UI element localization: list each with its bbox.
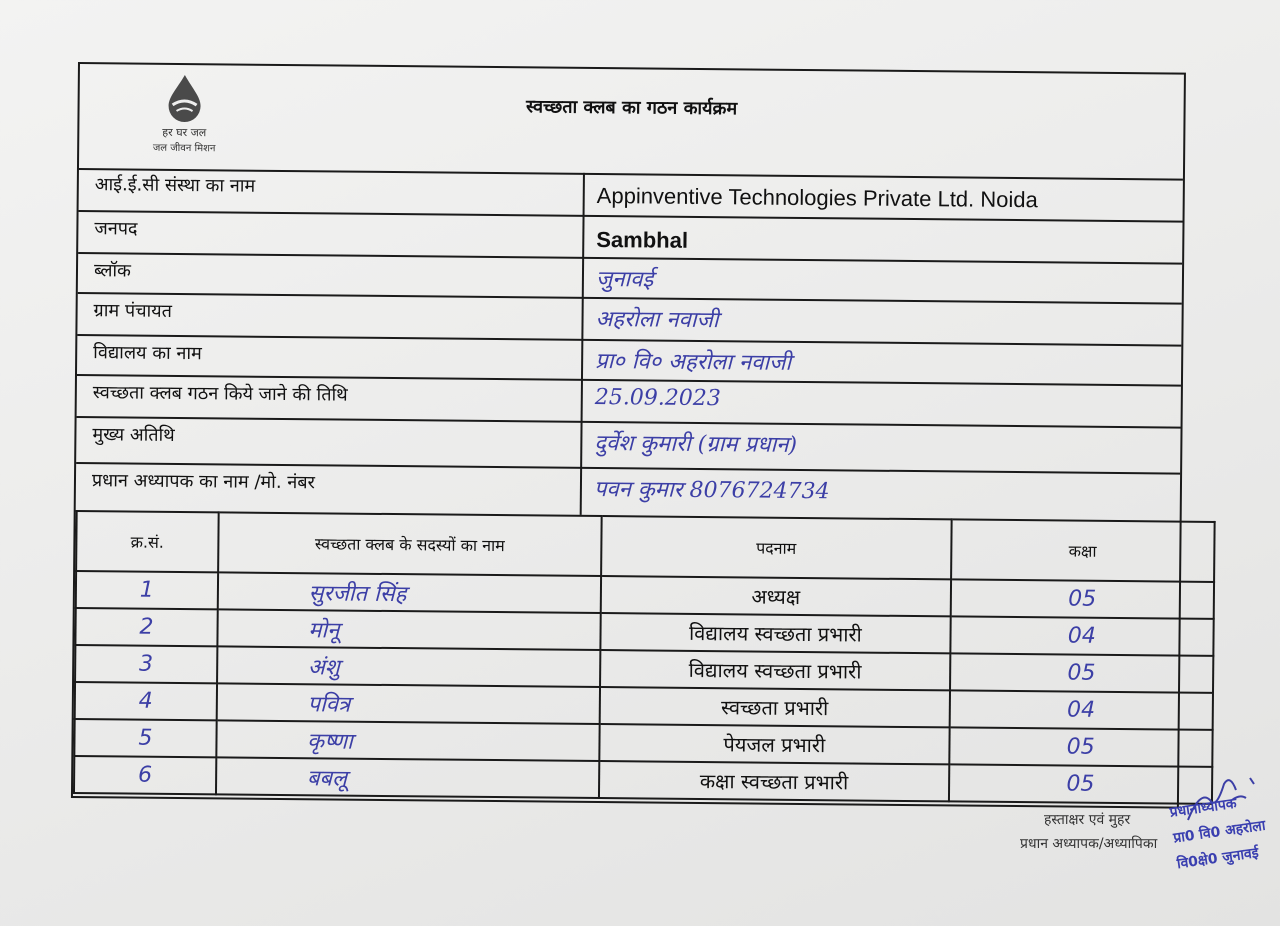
info-value: पवन कुमार 8076724734 <box>593 476 830 505</box>
serial-cell: 3 <box>75 645 217 683</box>
info-label: विद्यालय का नाम <box>93 342 202 365</box>
member-name-cell: मोनू <box>217 609 601 650</box>
member-name-cell: सुरजीत सिंह <box>218 572 602 613</box>
info-value: 25.09.2023 <box>594 384 721 412</box>
class-cell: 05 <box>948 764 1212 804</box>
info-label: प्रधान अध्यापक का नाम /मो. नंबर <box>91 470 316 494</box>
member-name-cell: बबलू <box>216 757 600 798</box>
info-value: Appinventive Technologies Private Ltd. Noida <box>596 182 1038 213</box>
post-cell: पेयजल प्रभारी <box>600 724 950 764</box>
info-label: आई.ई.सी संस्था का नाम <box>94 174 256 197</box>
members-table <box>73 510 1216 805</box>
member-name-cell: पवित्र <box>216 683 600 724</box>
header-post: पदनाम <box>601 516 951 579</box>
class-cell: 04 <box>949 690 1213 730</box>
form-header <box>79 64 1184 181</box>
header-serial: क्र.सं. <box>76 511 218 572</box>
member-name-cell: कृष्णा <box>216 720 600 761</box>
jal-jeevan-mission-logo <box>129 72 240 163</box>
logo-text-line2: जल जीवन मिशन <box>152 142 216 155</box>
info-label: ग्राम पंचायत <box>93 300 173 322</box>
info-label: जनपद <box>94 218 138 240</box>
serial-cell: 1 <box>76 571 218 609</box>
class-cell: 04 <box>950 616 1214 656</box>
post-cell: विद्यालय स्वच्छता प्रभारी <box>601 613 951 653</box>
form-title: स्वच्छता क्लब का गठन कार्यक्रम <box>525 96 738 120</box>
class-cell: 05 <box>950 579 1214 619</box>
logo-text-line1: हर घर जल <box>162 125 207 140</box>
signature-role: प्रधान अध्यापक/अध्यापिका <box>1020 836 1158 852</box>
info-label: मुख्य अतिथि <box>92 424 175 446</box>
header-class: कक्षा <box>951 519 1215 582</box>
stamp-line: प्रधानाध्यापक <box>1168 795 1238 821</box>
info-value: जुनावई <box>595 266 654 293</box>
document-sheet <box>71 62 1220 809</box>
members-section <box>73 510 1180 811</box>
info-label: ब्लॉक <box>93 260 132 282</box>
class-cell: 05 <box>950 653 1214 693</box>
post-cell: स्वच्छता प्रभारी <box>600 687 950 727</box>
info-value: अहरोला नवाजी <box>595 306 719 334</box>
info-value: प्रा० वि० अहरोला नवाजी <box>595 348 792 376</box>
form-border <box>71 62 1186 809</box>
serial-cell: 2 <box>75 608 217 646</box>
post-cell: कक्षा स्वच्छता प्रभारी <box>599 761 949 801</box>
serial-cell: 4 <box>75 682 217 720</box>
post-cell: अध्यक्ष <box>601 576 951 616</box>
header-member-name: स्वच्छता क्लब के सदस्यों का नाम <box>218 512 602 576</box>
member-name-cell: अंशु <box>217 646 601 687</box>
stamp-line: प्रा0 वि0 अहरोला <box>1172 817 1267 847</box>
info-value: दुर्वेश कुमारी (ग्राम प्रधान) <box>594 430 798 458</box>
info-value: Sambhal <box>596 226 689 253</box>
post-cell: विद्यालय स्वच्छता प्रभारी <box>600 650 950 690</box>
signature-area <box>1020 795 1280 926</box>
info-label: स्वच्छता क्लब गठन किये जाने की तिथि <box>92 382 348 406</box>
signature-label: हस्ताक्षर एवं मुहर <box>1044 812 1131 828</box>
class-cell: 05 <box>949 727 1213 767</box>
serial-cell: 6 <box>74 756 216 794</box>
stamp-line: वि0क्षे0 जुनावई <box>1175 844 1260 873</box>
table-header-row <box>76 511 1215 582</box>
serial-cell: 5 <box>74 719 216 757</box>
